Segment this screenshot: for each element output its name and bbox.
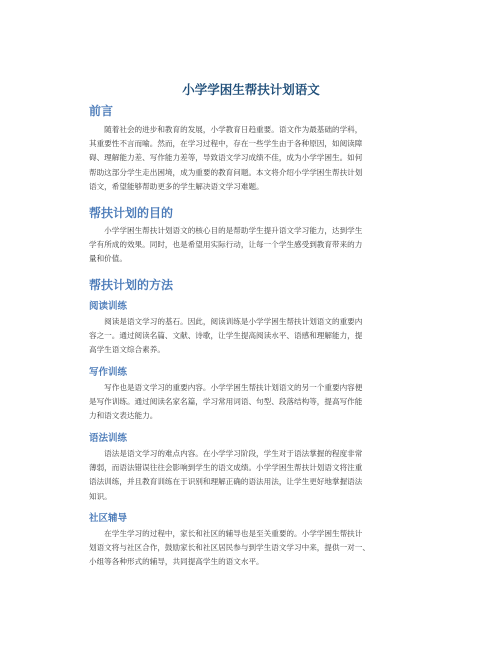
heading-writing: 写作训练 <box>89 367 128 378</box>
heading-community: 社区辅导 <box>89 513 128 524</box>
paragraph-line: 力和语文表达能力。 <box>89 411 158 421</box>
paragraph-intro <box>89 123 429 194</box>
paragraph-line: 高学生语文综合素养。 <box>89 345 165 355</box>
paragraph-grammar <box>89 447 429 504</box>
paragraph-line: 薄弱，而语法错误往往会影响到学生的语文成绩。小学学困生帮扶计划语文将注重 <box>89 463 363 473</box>
paragraph-line: 碍、理解能力差、写作能力差等，导致语文学习成绩不佳，成为小学学困生。如何 <box>89 153 363 163</box>
paragraph-line: 语法训练，并且教育训练在于识别和理解正确的语法用法，让学生更好地掌握语法 <box>89 477 363 487</box>
paragraph-line: 阅读是语文学习的基石。因此，阅读训练是小学学困生帮扶计划语文的重要内 <box>89 317 363 326</box>
heading-intro: 前言 <box>89 104 114 118</box>
paragraph-line: 是写作训练。通过阅读名家名篇，学习常用词语、句型、段落结构等，提高写作能 <box>89 397 363 407</box>
heading-methods: 帮扶计划的方法 <box>89 278 174 292</box>
paragraph-reading <box>89 315 429 358</box>
paragraph-line: 语法是语文学习的难点内容。在小学学习阶段，学生对于语法掌握的程度非常 <box>89 449 363 458</box>
paragraph-community <box>89 527 429 570</box>
paragraph-line: 语文，希望能够帮助更多的学生解决语文学习难题。 <box>89 181 264 191</box>
paragraph-line: 学有所成的效果。同时，也是希望用实际行动，让每一个学生感受到教育带来的力 <box>89 240 363 250</box>
paragraph-line: 小学学困生帮扶计划语文的核心目的是帮助学生提升语文学习能力，达到学生 <box>89 226 363 235</box>
heading-goal: 帮扶计划的目的 <box>89 206 174 220</box>
paragraph-goal <box>89 224 429 267</box>
paragraph-line: 其重要性不言而喻。然而，在学习过程中，存在一些学生由于各种原因，如阅读障 <box>89 139 363 149</box>
paragraph-line: 随着社会的进步和教育的发展，小学教育日趋重要。语文作为最基础的学科， <box>89 125 363 134</box>
document-title: 小学学困生帮扶计划语文 <box>182 82 320 97</box>
paragraph-line: 帮助这部分学生走出困境，成为重要的教育问题。本文将介绍小学学困生帮扶计划 <box>89 167 363 177</box>
paragraph-line: 知识。 <box>89 491 112 501</box>
paragraph-line: 量和价值。 <box>89 254 127 264</box>
paragraph-line: 划语文将与社区合作，鼓励家长和社区居民参与到学生语文学习中来，提供一对一、 <box>89 543 370 553</box>
paragraph-writing <box>89 381 429 424</box>
paragraph-line: 容之一。通过阅读名篇、文献、诗歌，让学生提高阅读水平、语感和理解能力，提 <box>89 331 363 341</box>
paragraph-line: 小组等各种形式的辅导，共同提高学生的语文水平。 <box>89 557 264 567</box>
heading-grammar: 语法训练 <box>89 433 128 444</box>
heading-reading: 阅读训练 <box>89 301 128 312</box>
paragraph-line: 写作也是语文学习的重要内容。小学学困生帮扶计划语文的另一个重要内容便 <box>89 383 363 392</box>
paragraph-line: 在学生学习的过程中，家长和社区的辅导也是至关重要的。小学学困生帮扶计 <box>89 529 363 538</box>
